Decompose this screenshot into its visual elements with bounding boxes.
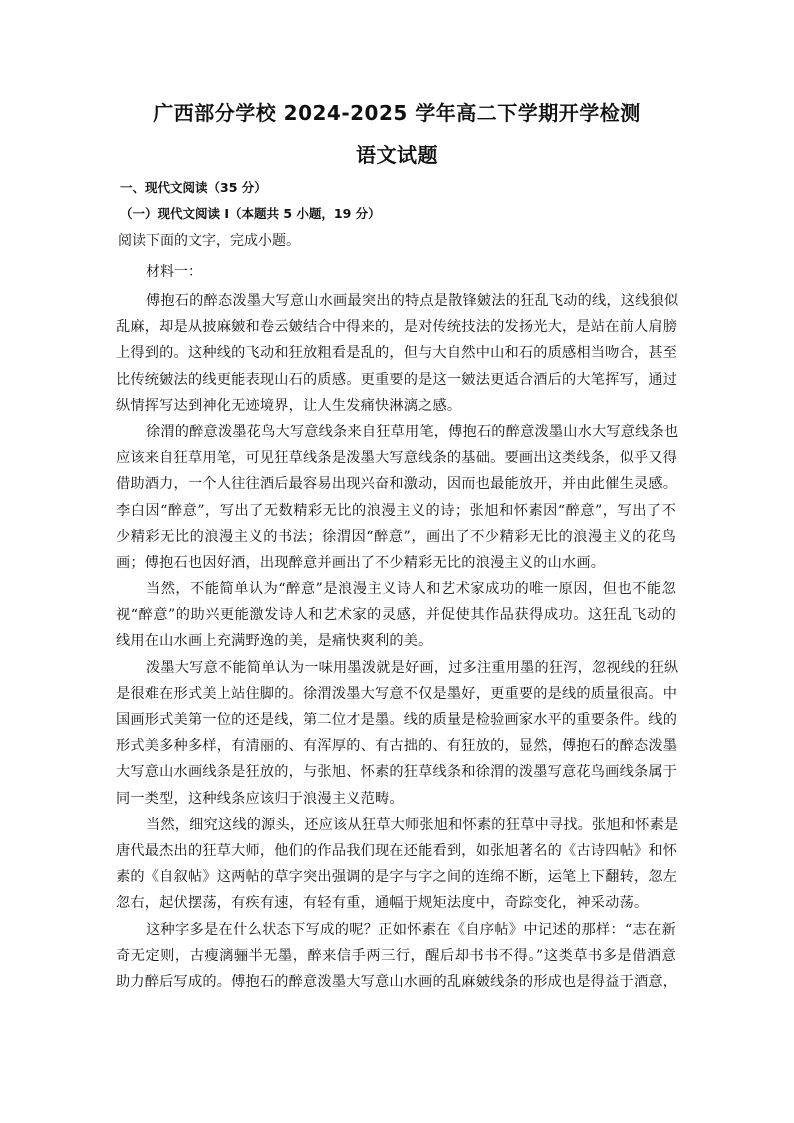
paragraph	[116, 419, 679, 576]
text-line: 这种字多是在什么状态下写成的呢？正如怀素在《自序帖》中记述的那样：“志在新	[146, 921, 676, 938]
text-line: 形式美多种多样，有清丽的、有浑厚的、有古拙的、有狂放的，显然，傅抱石的醉态泼墨	[116, 738, 678, 755]
text-line: 乱麻，却是从披麻皴和卷云皴结合中得来的，是对传统技法的发扬光大，是站在前人肩膀	[116, 319, 678, 336]
paragraph	[116, 576, 676, 655]
text-line: 纵情挥写达到神化无迹境界，让人生发痛快淋漓之感。	[116, 397, 462, 414]
text-line: 应该来自狂草用笔，可见狂草线条是泼墨大写意线条的基础。要画出这类线条，似乎又得	[116, 450, 678, 467]
text-line: 线用在山水画上充满野逸的美，是痛快爽利的美。	[116, 633, 433, 650]
text-line: 素的《自叙帖》这两帖的草字突出强调的是字与字之间的连绵不断，运笔上下翻转，忽左	[116, 869, 678, 886]
page-subtitle: 语文试题	[356, 143, 438, 167]
text-line: 大写意山水画线条是狂放的，与张旭、怀素的狂草线条和徐渭的泼墨写意花鸟画线条属于	[116, 764, 678, 781]
text-line: 助力醉后写成的。傅抱石的醉意泼墨大写意山水画的乱麻皴线条的形成也是得益于酒意，	[116, 973, 678, 990]
paragraph	[116, 917, 676, 996]
text-line: 同一类型，这种线条应该归于浪漫主义范畴。	[116, 790, 404, 807]
text-line: 奇无定则，古瘦漓骊半无墨，醉来信手两三行，醒后却书书不得。”这类草书多是借酒意	[116, 947, 676, 964]
text-line: 泼墨大写意不能简单认为一味用墨泼就是好画，过多注重用墨的狂泻，忽视线的狂纵	[146, 659, 679, 676]
paragraph	[116, 655, 679, 812]
text-line: 国画形式美第一位的还是线，第二位才是墨。线的质量是检验画家水平的重要条件。线的	[116, 712, 678, 728]
text-line: 视“醉意”的助兴更能激发诗人和艺术家的灵感，并促使其作品获得成功。这狂乱飞动的	[116, 607, 676, 624]
text-line: 比传统皴法的线更能表现山石的质感。更重要的是这一皴法更适合酒后的大笔挥写，通过	[116, 371, 678, 388]
text-line: 借助酒力，一个人往往酒后最容易出现兴奋和激动，因而也最能放开，并由此催生灵感。	[116, 476, 678, 493]
text-line: 少精彩无比的浪漫主义的书法；徐渭因“醉意”，画出了不少精彩无比的浪漫主义的花鸟	[116, 528, 676, 545]
text-line: 傅抱石的醉态泼墨大写意山水画最突出的特点是散锋皴法的狂乱飞动的线，这线狼似	[146, 293, 679, 309]
instruction-text: 阅读下面的文字，完成小题。	[118, 233, 300, 249]
reading-passage	[116, 288, 679, 995]
text-line: 唐代最杰出的狂草大师，他们的作品我们现在还能看到，如张旭著名的《古诗四帖》和怀	[116, 842, 678, 859]
subsection-heading: （一）现代文阅读 I（本题共 5 小题，19 分）	[120, 206, 381, 221]
text-line: 李白因“醉意”，写出了无数精彩无比的浪漫主义的诗；张旭和怀素因“醉意”，写出了不	[116, 502, 676, 519]
page-title: 广西部分学校 2024-2025 学年高二下学期开学检测	[153, 101, 641, 125]
paragraph	[116, 288, 679, 419]
text-line: 上得到的。这种线的飞动和狂放粗看是乱的，但与大自然中山和石的质感相当吻合，甚至	[116, 345, 678, 362]
text-line: 画；傅抱石也因好酒，出现醉意并画出了不少精彩无比的浪漫主义的山水画。	[116, 554, 606, 571]
material-label: 材料一：	[146, 264, 202, 280]
text-line: 当然，不能简单认为“醉意”是浪漫主义诗人和艺术家成功的唯一原因，但也不能忽	[146, 581, 676, 598]
text-line: 当然，细究这线的源头，还应该从狂草大师张旭和怀素的狂草中寻找。张旭和怀素是	[146, 816, 679, 833]
section-heading: 一、现代文阅读（35 分）	[120, 180, 267, 195]
paragraph	[116, 812, 679, 917]
text-line: 徐渭的醉意泼墨花鸟大写意线条来自狂草用笔，傅抱石的醉意泼墨山水大写意线条也	[146, 423, 679, 440]
text-line: 忽右，起伏摆荡，有疾有速，有轻有重，通幅于规矩法度中，奇踪变化，神采动荡。	[116, 895, 649, 912]
text-line: 是很难在形式美上站住脚的。徐渭泼墨大写意不仅是墨好，更重要的是线的质量很高。中	[116, 685, 678, 702]
